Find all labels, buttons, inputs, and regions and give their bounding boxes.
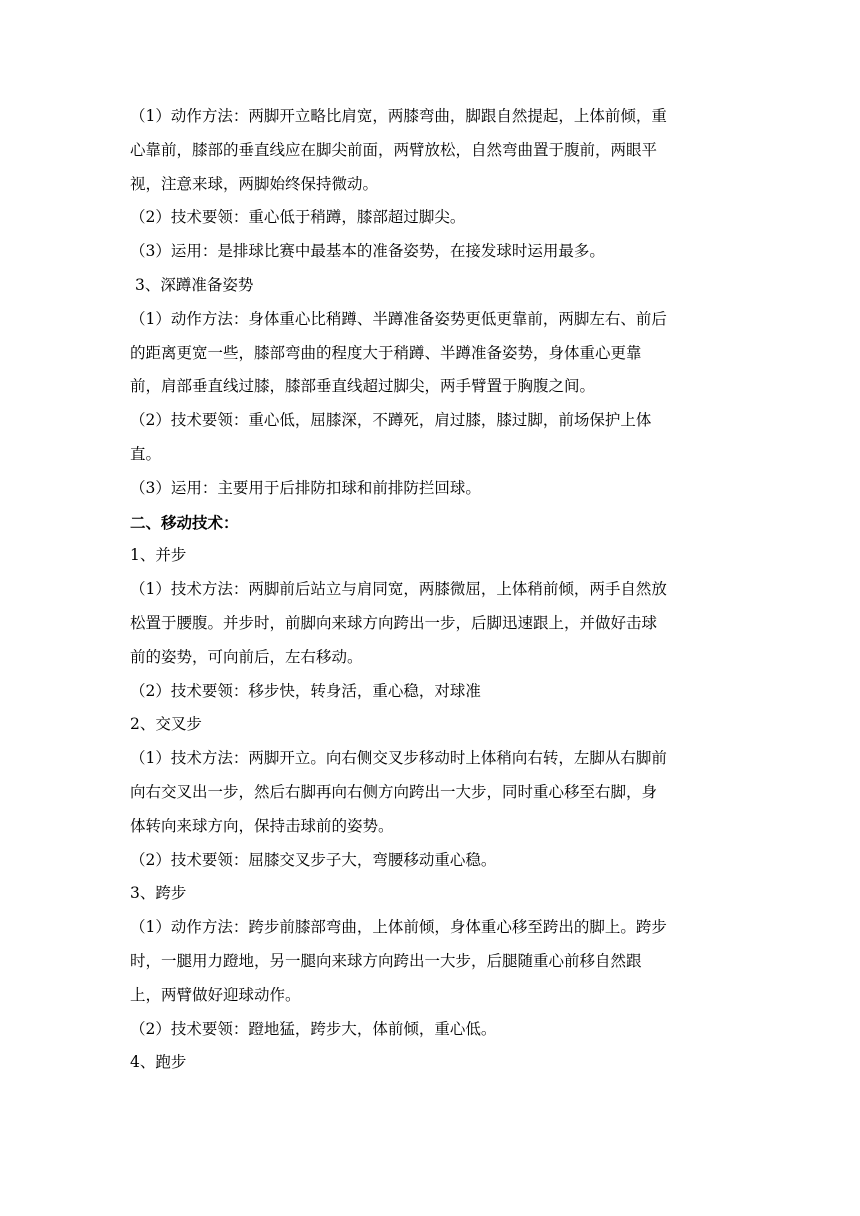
paragraph-line: 的距离更宽一些，膝部弯曲的程度大于稍蹲、半蹲准备姿势，身体重心更靠: [130, 343, 642, 362]
paragraph-line: 向右交叉出一步，然后右脚再向右侧方向跨出一大步，同时重心移至右脚，身: [130, 782, 658, 801]
paragraph-line: 上，两臂做好迎球动作。: [130, 985, 301, 1004]
subsection-heading: 2、交叉步: [130, 715, 202, 734]
section-heading: 二、移动技术：: [130, 512, 239, 532]
document-body: [130, 102, 730, 1082]
paragraph-line: （2）技术要领：蹬地猛，跨步大，体前倾，重心低。: [130, 1019, 497, 1038]
subsection-heading: 3、跨步: [130, 884, 187, 903]
paragraph-line: 松置于腰腹。并步时，前脚向来球方向跨出一步，后脚迅速跟上，并做好击球: [130, 613, 658, 632]
paragraph-line: （1）动作方法：跨步前膝部弯曲，上体前倾，身体重心移至跨出的脚上。跨步: [130, 918, 667, 937]
subsection-heading: 3、深蹲准备姿势: [135, 275, 254, 294]
subsection-heading: 4、跑步: [130, 1053, 187, 1072]
paragraph-line: （2）技术要领：屈膝交叉步子大，弯腰移动重心稳。: [130, 850, 497, 869]
paragraph-line: （3）运用：是排球比赛中最基本的准备姿势，在接发球时运用最多。: [130, 242, 605, 261]
paragraph-line: （1）动作方法：两脚开立略比肩宽，两膝弯曲，脚跟自然提起，上体前倾，重: [130, 107, 667, 125]
paragraph-line: （1）技术方法：两脚开立。向右侧交叉步移动时上体稍向右转，左脚从右脚前: [130, 749, 667, 768]
paragraph-line: 视，注意来球，两脚始终保持微动。: [130, 174, 379, 193]
paragraph-line: （3）运用：主要用于后排防扣球和前排防拦回球。: [130, 478, 481, 497]
paragraph-line: （2）技术要领：重心低，屈膝深，不蹲死，肩过膝，膝过脚，前场保护上体: [130, 411, 652, 430]
subsection-heading: 1、并步: [130, 546, 187, 565]
paragraph-line: （2）技术要领：移步快，转身活，重心稳，对球准: [130, 681, 481, 700]
paragraph-line: 心靠前，膝部的垂直线应在脚尖前面，两臂放松，自然弯曲置于腹前，两眼平: [130, 140, 658, 159]
paragraph-line: 时，一腿用力蹬地，另一腿向来球方向跨出一大步，后腿随重心前移自然跟: [130, 951, 642, 970]
paragraph-line: 前，肩部垂直线过膝，膝部垂直线超过脚尖，两手臂置于胸腹之间。: [130, 377, 596, 396]
paragraph-line: 体转向来球方向，保持击球前的姿势。: [130, 816, 394, 835]
paragraph-line: 前的姿势，可向前后，左右移动。: [130, 647, 363, 666]
paragraph-line: 直。: [130, 444, 162, 463]
paragraph-line: （1）动作方法：身体重心比稍蹲、半蹲准备姿势更低更靠前，两脚左右、前后: [130, 309, 667, 328]
paragraph-line: （2）技术要领：重心低于稍蹲，膝部超过脚尖。: [130, 208, 466, 227]
paragraph-line: （1）技术方法：两脚前后站立与肩同宽，两膝微屈，上体稍前倾，两手自然放: [130, 580, 667, 599]
